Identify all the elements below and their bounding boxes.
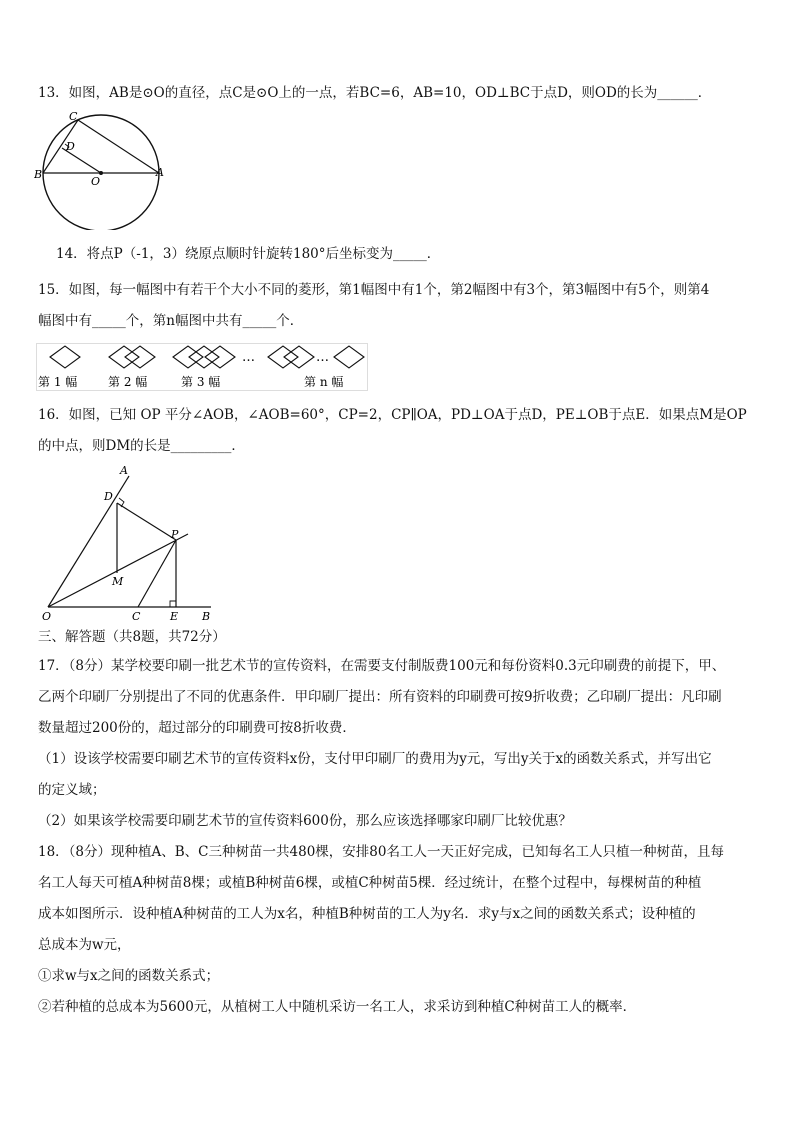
label-m: M	[112, 575, 124, 588]
q17-line2: 乙两个印刷厂分别提出了不同的优惠条件．甲印刷厂提出：所有资料的印刷费可按9折收费；乙印刷厂提出：凡印刷	[38, 689, 722, 705]
rhombus	[189, 346, 219, 368]
q18-line1: 18．（8分）现种植A、B、C三种树苗一共480棵，安排80名工人一天正好完成，已知每名工人只植一种树苗，且每	[38, 844, 724, 860]
q18-line3: 成本如图所示．设种植A种树苗的工人为x名，种植B种树苗的工人为y名．求y与x之间的函数关系式；设种植的	[38, 906, 696, 922]
rhombus	[284, 346, 314, 368]
label-o: O	[91, 175, 101, 188]
q16-line2: 的中点，则DM的长是_________．	[38, 438, 245, 454]
label-d: D	[104, 490, 113, 503]
q16-angle-figure	[36, 462, 216, 624]
q13-circle-figure	[34, 108, 168, 230]
rhombus	[334, 346, 364, 368]
q17-part2: （2）如果该学校需要印刷艺术节的宣传资料600份，那么应该选择哪家印刷厂比较优惠？	[38, 813, 572, 829]
rhombus	[268, 346, 298, 368]
caption-fig-1: 第 1 幅	[38, 375, 78, 389]
q18-line2: 名工人每天可植A种树苗8棵；或植B种树苗6棵，或植C种树苗5棵．经过统计，在整个过程中，每棵树苗的种植	[38, 875, 702, 891]
label-p: P	[171, 528, 179, 541]
q14-text: 14．将点P（-1，3）绕原点顺时针旋转180°后坐标变为_____．	[56, 246, 441, 262]
caption-fig-2: 第 2 幅	[108, 375, 148, 389]
right-angle-mark-e	[170, 601, 176, 607]
ray-op	[48, 534, 188, 607]
rhombus	[125, 346, 155, 368]
q17-part1-line2: 的定义域；	[38, 782, 106, 798]
ellipsis: …	[316, 350, 329, 365]
section-heading: 三、解答题（共8题，共72分）	[38, 629, 226, 645]
label-a: A	[156, 166, 164, 179]
q18-part2: ②若种植的总成本为5600元，从植树工人中随机采访一名工人，求采访到种植C种树苗工人的概率．	[38, 999, 637, 1015]
rhombus	[50, 346, 80, 368]
q18-line4: 总成本为w元，	[38, 937, 131, 953]
label-c: C	[132, 610, 141, 623]
q17-part1-line1: （1）设该学校需要印刷艺术节的宣传资料x份，支付甲印刷厂的费用为y元，写出y关于x的函数关系式，并写出它	[38, 751, 712, 767]
q15-line2: 幅图中有_____个，第n幅图中共有_____个．	[38, 313, 304, 329]
label-c: C	[69, 110, 78, 123]
q13-text: 13．如图，AB是⊙O的直径，点C是⊙O上的一点，若BC=6，AB=10，OD⊥BC于点D，则OD的长为______．	[38, 85, 712, 101]
q15-line1: 15．如图，每一幅图中有若干个大小不同的菱形，第1幅图中有1个，第2幅图中有3个，第3幅图中有5个，则第4	[38, 282, 710, 298]
caption-fig-n: 第 n 幅	[304, 375, 344, 389]
segment-pd	[117, 503, 176, 540]
q16-line1: 16．如图，已知 OP 平分∠AOB，∠AOB=60°，CP=2，CP∥OA，PD⊥OA于点D，PE⊥OB于点E．如果点M是OP	[38, 407, 747, 423]
chord-ca	[78, 120, 159, 173]
q17-line3: 数量超过200份的，超过部分的印刷费可按8折收费．	[38, 720, 356, 736]
label-b: B	[34, 168, 43, 181]
ellipsis: …	[242, 350, 255, 365]
label-a: A	[120, 464, 128, 477]
label-d: D	[66, 140, 75, 153]
rhombus	[173, 346, 203, 368]
label-e: E	[170, 610, 179, 623]
rhombus	[109, 346, 139, 368]
rhombus	[205, 346, 235, 368]
caption-fig-3: 第 3 幅	[181, 375, 221, 389]
q18-part1: ①求w与x之间的函数关系式；	[38, 968, 220, 984]
label-b: B	[202, 610, 211, 623]
label-o: O	[42, 610, 52, 623]
right-angle-mark-d	[119, 498, 124, 507]
q17-line1: 17．（8分）某学校要印刷一批艺术节的宣传资料，在需要支付制版费100元和每份资料0.3元印刷费的前提下，甲、	[38, 658, 726, 674]
q15-rhombus-figure	[36, 343, 368, 391]
